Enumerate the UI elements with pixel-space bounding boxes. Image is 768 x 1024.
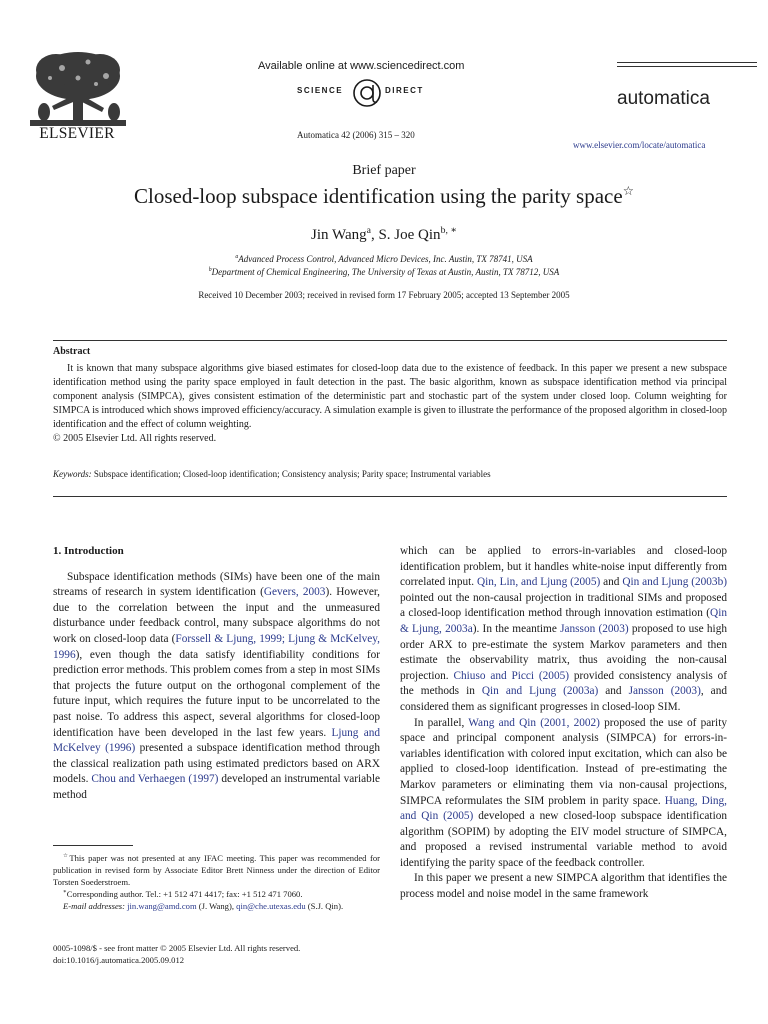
citation-link[interactable]: Chiuso and Picci (2005) <box>453 669 569 682</box>
email-owner: (J. Wang), <box>196 901 237 911</box>
keywords-label: Keywords: <box>53 469 92 479</box>
sciencedirect-at-icon <box>351 77 383 109</box>
citation-link[interactable]: Qin and Ljung (2003a) <box>481 685 599 698</box>
issn-block <box>53 942 380 966</box>
text-run: pointed out the non-causal projection in traditional SIMs and proposed a closed-loop identification method through innovation estimation ( <box>400 591 727 620</box>
abstract-body <box>53 362 727 446</box>
footnote <box>53 852 380 888</box>
paragraph <box>400 716 727 872</box>
email-link[interactable]: qin@che.utexas.edu <box>236 901 306 911</box>
text-run: developed a new closed-loop subspace identification algorithm (SOPIM) by adopting the EIV model structure of SIMPCA, and proposed a revised instrumental variable method to avoid identifying the parity space of the feedback controller. <box>400 810 728 869</box>
text-run: and <box>600 576 623 589</box>
issn-line: 0005-1098/$ - see front matter © 2005 Elsevier Ltd. All rights reserved. <box>53 943 301 953</box>
article-title <box>0 184 768 209</box>
affiliation-a <box>0 254 768 264</box>
text-run: In parallel, <box>414 716 469 729</box>
abstract-heading: Abstract <box>53 346 91 357</box>
text-run: , and considered them as significant progresses in closed-loop SIM. <box>400 685 727 713</box>
author-affil-mark: a <box>366 225 371 236</box>
section-heading: 1. Introduction <box>53 545 124 557</box>
received-dates: Received 10 December 2003; received in revised form 17 February 2005; accepted 13 September 2005 <box>198 290 570 300</box>
article-type: Brief paper <box>352 163 416 178</box>
citation-link[interactable]: Jansson (2003) <box>628 685 701 698</box>
keywords <box>53 469 727 479</box>
title-footnote-mark[interactable]: ☆ <box>622 184 634 198</box>
footnote-mark: ∗ <box>63 889 67 896</box>
citation-link[interactable]: Huang, Ding, and Qin (2005) <box>400 794 727 823</box>
text-run: presented a subspace identification method through the classical realization path using estimated predictors based on ARX models. <box>53 742 380 786</box>
footnote <box>53 900 380 912</box>
left-column <box>53 544 380 804</box>
footnote-text: Corresponding author. Tel.: +1 512 471 4417; fax: +1 512 471 7060. <box>66 889 303 899</box>
journal-url-link[interactable]: www.elsevier.com/locate/automatica <box>573 140 706 150</box>
text-run: In this paper we present a new SIMPCA algorithm that identifies the process model and noise model in the same framework <box>400 872 727 901</box>
citation-link[interactable]: Chou and Verhaegen (1997) <box>91 773 219 786</box>
paragraph <box>400 871 727 902</box>
sciencedirect-logo <box>297 77 437 109</box>
text-run: ). However, due to the correlation between the input and the unmeasured disturbance under feedback control, many subspace algorithms do not work on closed-loop data ( <box>53 586 381 645</box>
text-run: ), even though the data satisfy identifiability conditions for prediction error methods. This problem comes from a step in most SIMs that projects the future output on the orthogonal complement of the future input, which requires the future input to be uncorrelated to the past noise. To address this aspect, several algorithms for closed-loop identification have been developed in the last few years. <box>53 648 380 739</box>
footnote-text: This paper was not presented at any IFAC meeting. This paper was recommended for publication in revised form by Associate Editor Brett Ninness under the direction of Editor Torsten Soederstroem. <box>53 853 380 887</box>
text-run: proposed the use of parity space and principal component analysis (SIMPCA) for errors-in-variables identification with colored input excitation, which can also be applied to closed-loop identification. Instead of pre-estimating the Markov parameters or eliminating them via non-causal projections, SIMPCA reformulates the SIM problem in parity space. <box>400 716 727 807</box>
doi-line: doi:10.1016/j.automatica.2005.09.012 <box>53 955 185 965</box>
header-rule <box>617 62 757 63</box>
paragraph <box>53 570 380 804</box>
footnotes <box>53 852 380 912</box>
affiliation-b <box>0 267 768 277</box>
citation-link[interactable]: Qin and Ljung (2003b) <box>622 576 727 589</box>
footnote <box>53 888 380 900</box>
affiliation-text: Advanced Process Control, Advanced Micro Devices, Inc. Austin, TX 78741, USA <box>238 254 533 264</box>
text-run: provided consistency analysis of the methods in <box>400 669 727 698</box>
citation-link[interactable]: Ljung and McKelvey (1996) <box>53 726 381 755</box>
affiliation-mark: b <box>208 267 212 273</box>
author-separator: , <box>370 227 379 243</box>
right-column <box>400 544 727 903</box>
sciencedirect-left-word: SCIENCE <box>297 86 344 95</box>
paragraph <box>400 544 727 716</box>
affiliation-text: Department of Chemical Engineering, The University of Texas at Austin, Austin, TX 78712, USA <box>211 267 560 277</box>
text-run: developed an instrumental variable method <box>53 773 380 801</box>
journal-name: automatica <box>617 88 710 109</box>
abstract-top-rule <box>53 340 727 341</box>
article-title-text: Closed-loop subspace identification using the parity space <box>133 184 623 208</box>
text-run: proposed to use high order ARX to pre-estimate the system Markov parameters and then estimate the observability matrix, thus avoiding the non-causal projection. <box>400 622 727 682</box>
keywords-list: Subspace identification; Closed-loop identification; Consistency analysis; Parity space; Instrumental variables <box>93 469 491 479</box>
text-run: which can be applied to errors-in-variables and closed-loop identification problem, but it handles white-noise input differently from correlated input. <box>400 545 727 589</box>
email-link[interactable]: jin.wang@amd.com <box>127 901 197 911</box>
available-online-text[interactable]: Available online at www.sciencedirect.com <box>258 60 465 72</box>
citation-link[interactable]: Wang and Qin (2001, 2002) <box>468 716 600 729</box>
citation-link[interactable]: Forssell & Ljung, 1999; Ljung & McKelvey, 1996 <box>53 632 380 661</box>
text-run: Subspace identification methods (SIMs) have been one of the main streams of research in system identification ( <box>53 570 380 599</box>
citation-link[interactable]: Qin & Ljung, 2003a <box>400 607 727 635</box>
abstract-text: It is known that many subspace algorithms give biased estimates for closed-loop data due to the existence of feedback. In this paper we present a new subspace identification method using the parity space employed in fault detection in the past. The basic algorithm, known as subspace identification method via principal component analysis (SIMPCA), gives consistent estimation of the deterministic part and stochastic part of the system under closed loop. Column weighting for SIMPCA is introduced which shows improved efficiency/accuracy. A simulation example is given to illustrate the performance of the proposed algorithm in closed-loop identification and the effect of column weighting. <box>53 363 727 430</box>
author-list <box>0 227 768 244</box>
citation-link[interactable]: Jansson (2003) <box>560 622 629 635</box>
footnote-rule <box>53 845 133 846</box>
publisher-name: ELSEVIER <box>39 125 115 142</box>
author-name: Jin Wang <box>311 227 367 243</box>
email-label: E-mail addresses: <box>63 901 125 911</box>
text-run: ). In the meantime <box>472 622 561 635</box>
sciencedirect-right-word: DIRECT <box>385 86 424 95</box>
author-affil-mark: b, ∗ <box>440 225 457 236</box>
citation-link[interactable]: Qin, Lin, and Ljung (2005) <box>476 576 601 589</box>
affiliation-mark: a <box>235 254 239 260</box>
abstract-bottom-rule <box>53 496 727 497</box>
header-rule-2 <box>617 66 757 67</box>
journal-reference: Automatica 42 (2006) 315 – 320 <box>297 130 415 140</box>
citation-link[interactable]: Gevers, 2003 <box>263 586 326 599</box>
footnote-mark: ☆ <box>63 853 70 860</box>
abstract-copyright: © 2005 Elsevier Ltd. All rights reserved. <box>53 433 217 444</box>
email-owner: (S.J. Qin). <box>305 901 344 911</box>
text-run: and <box>598 685 629 698</box>
author-name: S. Joe Qin <box>378 227 441 243</box>
